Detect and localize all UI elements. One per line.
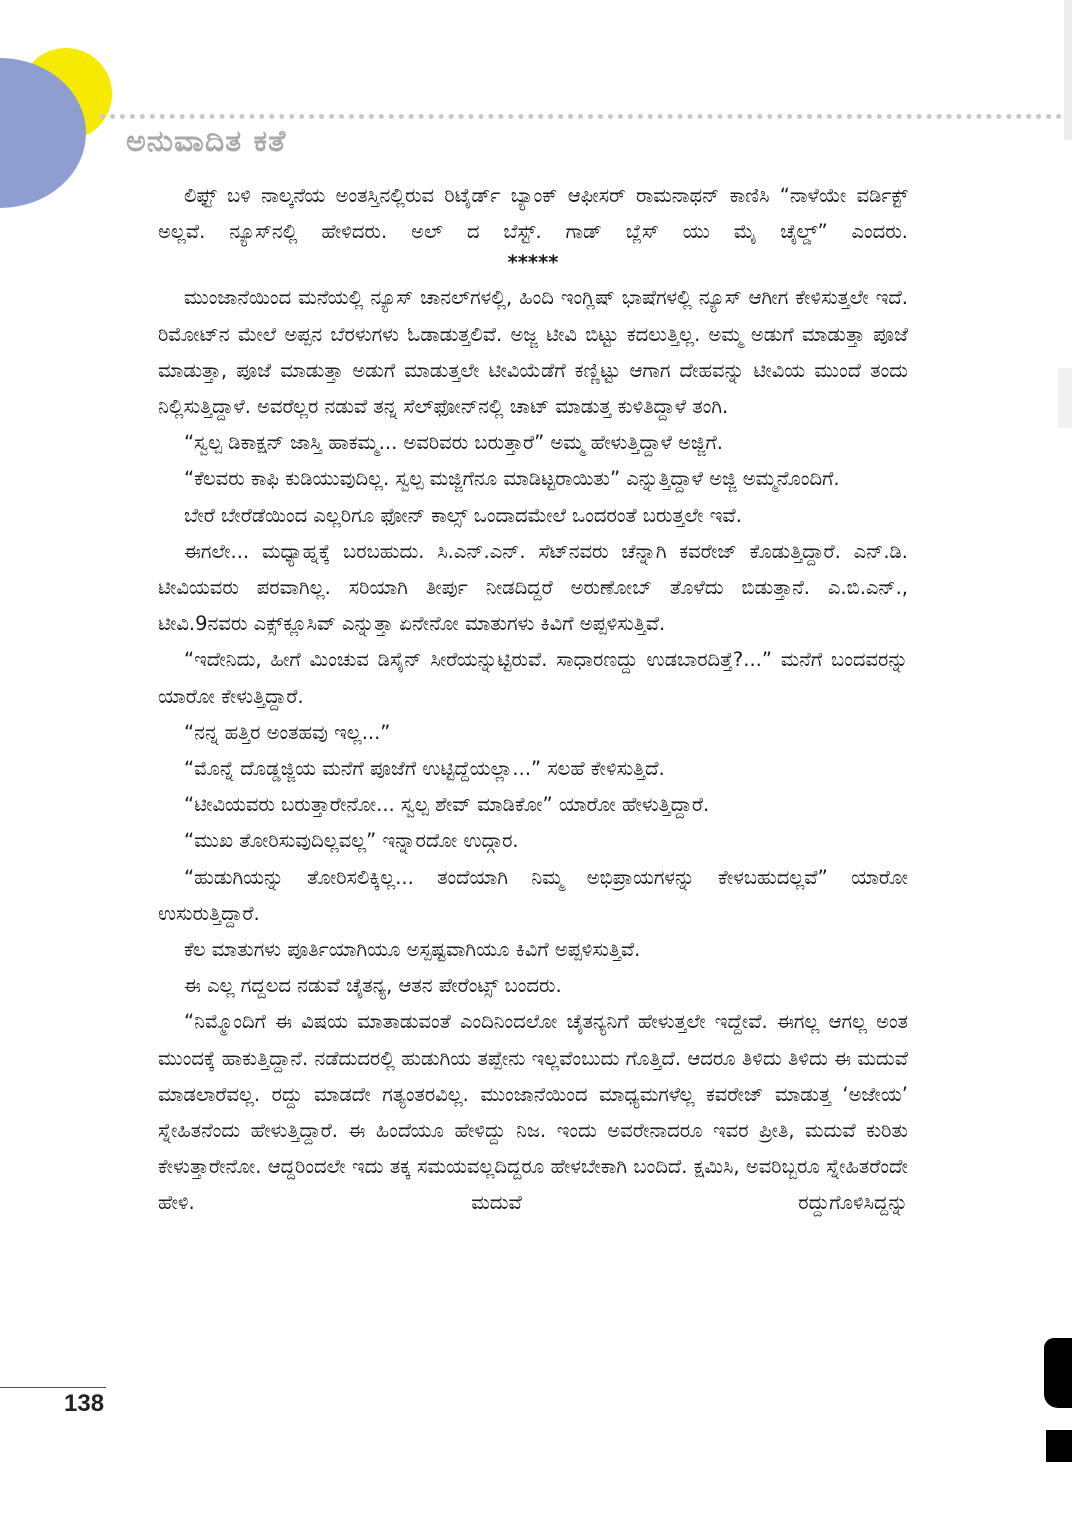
page-edge-shadow [1064, 0, 1072, 140]
paragraph: “ನಿಮ್ಮೊಂದಿಗೆ ಈ ವಿಷಯ ಮಾತಾಡುವಂತೆ ಎಂದಿನಿಂದಲೋ ಚೈತನ್ಯನಿಗೆ ಹೇಳುತ್ತಲೇ ಇದ್ದೇವೆ. ಈಗಲ್ಲ ಆಗಲ್ಲ ಅಂತ ಮುಂದಕ್ಕೆ ಹಾಕುತ್ತಿದ್ದಾನೆ. ನಡೆದುದರಲ್ಲಿ ಹುಡುಗಿಯ ತಪ್ಪೇನು ಇಲ್ಲವೆಂಬುದು ಗೊತ್ತಿದೆ. ಆದರೂ ತಿಳಿದು ತಿಳಿದು ಈ ಮದುವೆ ಮಾಡಲಾರೆವಲ್ಲ. ರದ್ದು ಮಾಡದೇ ಗತ್ಯಂತರವಿಲ್ಲ. ಮುಂಜಾನೆಯಿಂದ ಮಾಧ್ಯಮಗಳೆಲ್ಲ ಕವರೇಜ್ ಮಾಡುತ್ತ ‘ಅಜೇಯ’ ಸ್ನೇಹಿತನೆಂದು ಹೇಳುತ್ತಿದ್ದಾರೆ. ಈ ಹಿಂದೆಯೂ ಹೇಳಿದ್ದು ನಿಜ. ಇಂದು ಅವರೇನಾದರೂ ಇವರ ಪ್ರೀತಿ, ಮದುವೆ ಕುರಿತು ಕೇಳುತ್ತಾರೇನೋ. ಆದ್ದರಿಂದಲೇ ಇದು ತಕ್ಕ ಸಮಯವಲ್ಲದಿದ್ದರೂ ಹೇಳಬೇಕಾಗಿ ಬಂದಿದೆ. ಕ್ಷಮಿಸಿ, ಅವರಿಬ್ಬರೂ ಸ್ನೇಹಿತರೆಂದೇ ಹೇಳಿ. ಮದುವೆ ರದ್ದುಗೊಳಿಸಿದ್ದನ್ನು [158, 1010, 908, 1215]
paragraph: ಈ ಎಲ್ಲ ಗದ್ದಲದ ನಡುವೆ ಚೈತನ್ಯ, ಆತನ ಪೇರೆಂಟ್ಸ್ ಬಂದರು. [184, 974, 562, 998]
paragraph: “ನನ್ನ ಹತ್ತಿರ ಅಂತಹವು ಇಲ್ಲ...” [184, 720, 391, 744]
page-edge-shadow [1058, 368, 1072, 428]
paragraph: “ಸ್ವಲ್ಪ ಡಿಕಾಕ್ಷನ್ ಜಾಸ್ತಿ ಹಾಕಮ್ಮ... ಅವರಿವರು ಬರುತ್ತಾರೆ” ಅಮ್ಮ ಹೇಳುತ್ತಿದ್ದಾಳೆ ಅಜ್ಜಿಗೆ. [184, 431, 723, 455]
paragraph: ಕೆಲ ಮಾತುಗಳು ಪೂರ್ತಿಯಾಗಿಯೂ ಅಸ್ಪಷ್ಟವಾಗಿಯೂ ಕಿವಿಗೆ ಅಪ್ಪಳಿಸುತ್ತಿವೆ. [184, 938, 641, 962]
section-separator: ***** [507, 251, 559, 275]
section-title: ಅನುವಾದಿತ ಕತೆ [126, 124, 287, 159]
page-number: 138 [64, 1390, 105, 1417]
paragraph: “ಟೀವಿಯವರು ಬರುತ್ತಾರೇನೋ... ಸ್ವಲ್ಪ ಶೇವ್ ಮಾಡಿಕೋ” ಯಾರೋ ಹೇಳುತ್ತಿದ್ದಾರೆ. [184, 793, 710, 817]
dotted-header-rule [100, 114, 1072, 119]
paragraph: ಲಿಫ್ಟ್ ಬಳಿ ನಾಲ್ಕನೆಯ ಅಂತಸ್ತಿನಲ್ಲಿರುವ ರಿಟೈರ್ಡ್ ಬ್ಯಾಂಕ್ ಆಫೀಸರ್ ರಾಮನಾಥನ್ ಕಾಣಿಸಿ “ನಾಳೆಯೇ ವರ್ಡಿಕ್ಟ್ ಅಲ್ಲವೆ. ನ್ಯೂಸ್‌ನಲ್ಲಿ ಹೇಳಿದರು. ಅಲ್ ದ ಬೆಸ್ಟ್. ಗಾಡ್ ಬ್ಲೆಸ್ ಯು ಮೈ ಚೈಲ್ಡ್” ಎಂದರು. [158, 184, 908, 244]
paragraph: “ಮುಖ ತೋರಿಸುವುದಿಲ್ಲವಲ್ಲ” ಇನ್ನಾರದೋ ಉದ್ಗಾರ. [184, 829, 519, 853]
footer-rule [0, 1387, 106, 1388]
paragraph: ಬೇರೆ ಬೇರೆಡೆಯಿಂದ ಎಲ್ಲರಿಗೂ ಫೋನ್ ಕಾಲ್ಸ್ ಒಂದಾದಮೇಲೆ ಒಂದರಂತೆ ಬರುತ್ತಲೇ ಇವೆ. [184, 503, 742, 527]
paragraph: ಈಗಲೇ... ಮಧ್ಯಾಹ್ನಕ್ಕೆ ಬರಬಹುದು. ಸಿ.ಎನ್.ಎನ್. ಸೆಟ್‌ನವರು ಚೆನ್ನಾಗಿ ಕವರೇಜ್ ಕೊಡುತ್ತಿದ್ದಾರೆ. ಎನ್.ಡಿ. ಟೀವಿಯವರು ಪರವಾಗಿಲ್ಲ. ಸರಿಯಾಗಿ ತೀರ್ಪು ನೀಡದಿದ್ದರೆ ಅರುಣೋಬ್ ತೊಳೆದು ಬಿಡುತ್ತಾನೆ. ಎ.ಬಿ.ಎನ್., ಟೀವಿ.9ನವರು ಎಕ್ಸ್‌ಕ್ಲೂಸಿವ್ ಎನ್ನುತ್ತಾ ಏನೇನೋ ಮಾತುಗಳು ಕಿವಿಗೆ ಅಪ್ಪಳಿಸುತ್ತಿವೆ. [158, 539, 908, 636]
paragraph: ಮುಂಜಾನೆಯಿಂದ ಮನೆಯಲ್ಲಿ ನ್ಯೂಸ್ ಚಾನಲ್‌ಗಳಲ್ಲಿ, ಹಿಂದಿ ಇಂಗ್ಲಿಷ್ ಭಾಷೆಗಳಲ್ಲಿ ನ್ಯೂಸ್ ಆಗೀಗ ಕೇಳಿಸುತ್ತಲೇ ಇದೆ. ರಿಮೋಟ್‌ನ ಮೇಲೆ ಅಪ್ಪನ ಬೆರಳುಗಳು ಓಡಾಡುತ್ತಲಿವೆ. ಅಜ್ಜ ಟೀವಿ ಬಿಟ್ಟು ಕದಲುತ್ತಿಲ್ಲ. ಅಮ್ಮ ಅಡುಗೆ ಮಾಡುತ್ತಾ ಪೂಜೆ ಮಾಡುತ್ತಾ, ಪೂಜೆ ಮಾಡುತ್ತಾ ಅಡುಗೆ ಮಾಡುತ್ತಲೇ ಟೀವಿಯೆಡೆಗೆ ಕಣ್ಣಿಟ್ಟು ಆಗಾಗ ದೇಹವನ್ನು ಟೀವಿಯ ಮುಂದೆ ತಂದು ನಿಲ್ಲಿಸುತ್ತಿದ್ದಾಳೆ. ಅವರೆಲ್ಲರ ನಡುವೆ ತನ್ನ ಸೆಲ್‌ಫೋನ್‌ನಲ್ಲಿ ಚಾಟ್ ಮಾಡುತ್ತ ಕುಳಿತಿದ್ದಾಳೆ ತಂಗಿ. [158, 286, 908, 419]
paragraph: “ಮೊನ್ನೆ ದೊಡ್ಡಜ್ಜಿಯ ಮನೆಗೆ ಪೂಜೆಗೆ ಉಟ್ಟಿದ್ದೆಯಲ್ಲಾ...” ಸಲಹೆ ಕೇಳಿಸುತ್ತಿದೆ. [184, 757, 665, 781]
paragraph: “ಇದೇನಿದು, ಹೀಗೆ ಮಿಂಚುವ ಡಿಸೈನ್ ಸೀರೆಯನ್ನುಟ್ಟಿರುವೆ. ಸಾಧಾರಣದ್ದು ಉಡಬಾರದಿತ್ತೆ?...” ಮನೆಗೆ ಬಂದವರನ್ನು ಯಾರೋ ಕೇಳುತ್ತಿದ್ದಾರೆ. [158, 648, 908, 708]
edge-mark [1046, 1430, 1072, 1462]
paragraph: “ಹುಡುಗಿಯನ್ನು ತೋರಿಸಲಿಕ್ಕಿಲ್ಲ... ತಂದೆಯಾಗಿ ನಿಮ್ಮ ಅಭಿಪ್ರಾಯಗಳನ್ನು ಕೇಳಬಹುದಲ್ಲವೆ” ಯಾರೋ ಉಸುರುತ್ತಿದ್ದಾರೆ. [158, 865, 908, 925]
edge-mark [1044, 1338, 1072, 1408]
story-body [158, 178, 908, 1222]
paragraph: “ಕೆಲವರು ಕಾಫಿ ಕುಡಿಯುವುದಿಲ್ಲ. ಸ್ವಲ್ಪ ಮಜ್ಜಿಗೆನೂ ಮಾಡಿಟ್ಟರಾಯಿತು” ಎನ್ನುತ್ತಿದ್ದಾಳೆ ಅಜ್ಜಿ ಅಮ್ಮನೊಂದಿಗೆ. [184, 467, 840, 491]
